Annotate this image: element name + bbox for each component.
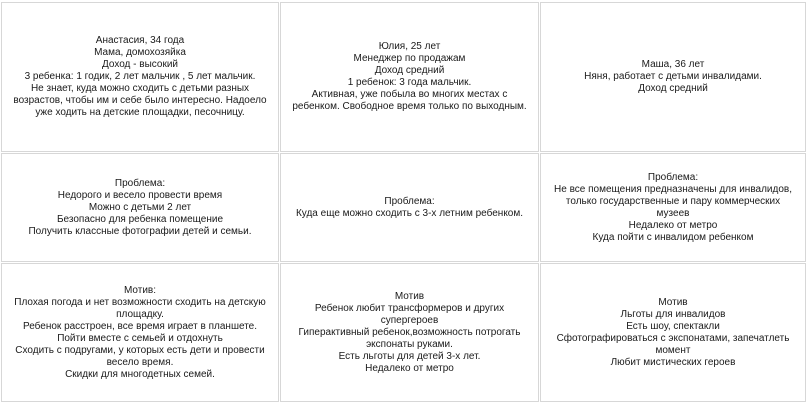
cell-line: Можно с детьми 2 лет [88, 201, 192, 213]
cell-line: Проблема: [384, 195, 435, 207]
cell-line: Недалеко от метро [365, 362, 454, 374]
cell-line: Доход - высокий [101, 59, 178, 70]
cell-line: Льготы для инвалидов [620, 308, 726, 320]
cell-line: Активная, уже побыла во многих местах с ребенком. Свободное время только по выходным. [292, 89, 527, 112]
cell-line: 3 ребенка: 1 годик, 2 лет мальчик , 5 лет мальчик. [24, 71, 256, 82]
cell-line: Недалеко от метро [628, 219, 718, 231]
cell-line: Анастасия, 34 года [95, 35, 185, 46]
cell-line: Не все помещения предназначены для инвалидов, только государственные и пару коммерческих музеев [554, 183, 792, 219]
cell-text [28, 178, 251, 238]
cell-line: Мама, домохозяйка [94, 47, 186, 58]
cell-line: Есть шоу, спектакли [626, 320, 720, 332]
cell-text [289, 41, 530, 113]
problem-cell-anastasia [1, 153, 279, 262]
cell-line: Менеджер по продажам [353, 53, 466, 64]
cell-line: Доход средний [638, 83, 708, 94]
cell-line: Ребенок расстроен, все время играет в планшете. [22, 320, 258, 332]
cell-line: Ребенок любит трансформеров и других супергероев [314, 302, 505, 326]
problem-cell-masha [540, 153, 806, 262]
cell-line: Сфотографироваться с экспонатами, запечатлеть момент [556, 332, 790, 356]
cell-line: Няня, работает с детьми инвалидами. [584, 71, 762, 82]
cell-text [549, 172, 797, 244]
cell-line: Маша, 36 лет [641, 59, 705, 70]
cell-line: Мотив [658, 296, 688, 308]
cell-text [584, 59, 762, 95]
cell-line: Плохая погода и нет возможности сходить на детскую площадку. [14, 296, 266, 320]
persona-cell-masha [540, 2, 806, 152]
cell-line: Проблема: [647, 171, 699, 183]
cell-line: Проблема: [114, 177, 166, 189]
cell-line: Безопасно для ребенка помещение [56, 213, 224, 225]
cell-line: Сходить с подругами, у которых есть дети и провести весело время. [15, 344, 265, 368]
cell-text [289, 291, 530, 375]
cell-line: Скидки для многодетных семей. [65, 368, 215, 380]
cell-line: Недорого и весело провести время [57, 189, 223, 201]
cell-line: Юлия, 25 лет [378, 41, 441, 52]
cell-line: Пойти вместе с семьей и отдохнуть [57, 332, 223, 344]
cell-line: Получить классные фотографии детей и семьи. [28, 225, 252, 237]
cell-line: Любит мистических героев [610, 356, 736, 368]
cell-line: Доход средний [374, 65, 445, 76]
cell-line: Куда пойти с инвалидом ребенком [592, 231, 754, 243]
cell-line: Не знает, куда можно сходить с детьми разных возрастов, чтобы им и себе было интересно. Надоело уже ходить на детские площадки, песочницу. [13, 83, 267, 118]
cell-text [296, 196, 523, 220]
persona-cell-anastasia [1, 2, 279, 152]
cell-line: Гиперактивный ребенок,возможность потрогать экспонаты руками. [298, 326, 521, 350]
cell-text [10, 35, 270, 119]
cell-text [549, 297, 797, 369]
cell-text [10, 285, 270, 381]
cell-line: Мотив: [123, 284, 157, 296]
cell-line: Мотив [394, 290, 425, 302]
motive-cell-anastasia [1, 263, 279, 402]
persona-cell-yulia [280, 2, 539, 152]
cell-line: Куда еще можно сходить с 3-х летним ребенком. [295, 207, 524, 219]
cell-line: Есть льготы для детей 3-х лет. [338, 350, 481, 362]
problem-cell-yulia [280, 153, 539, 262]
cell-line: 1 ребенок: 3 года мальчик. [347, 77, 472, 88]
motive-cell-yulia [280, 263, 539, 402]
motive-cell-masha [540, 263, 806, 402]
